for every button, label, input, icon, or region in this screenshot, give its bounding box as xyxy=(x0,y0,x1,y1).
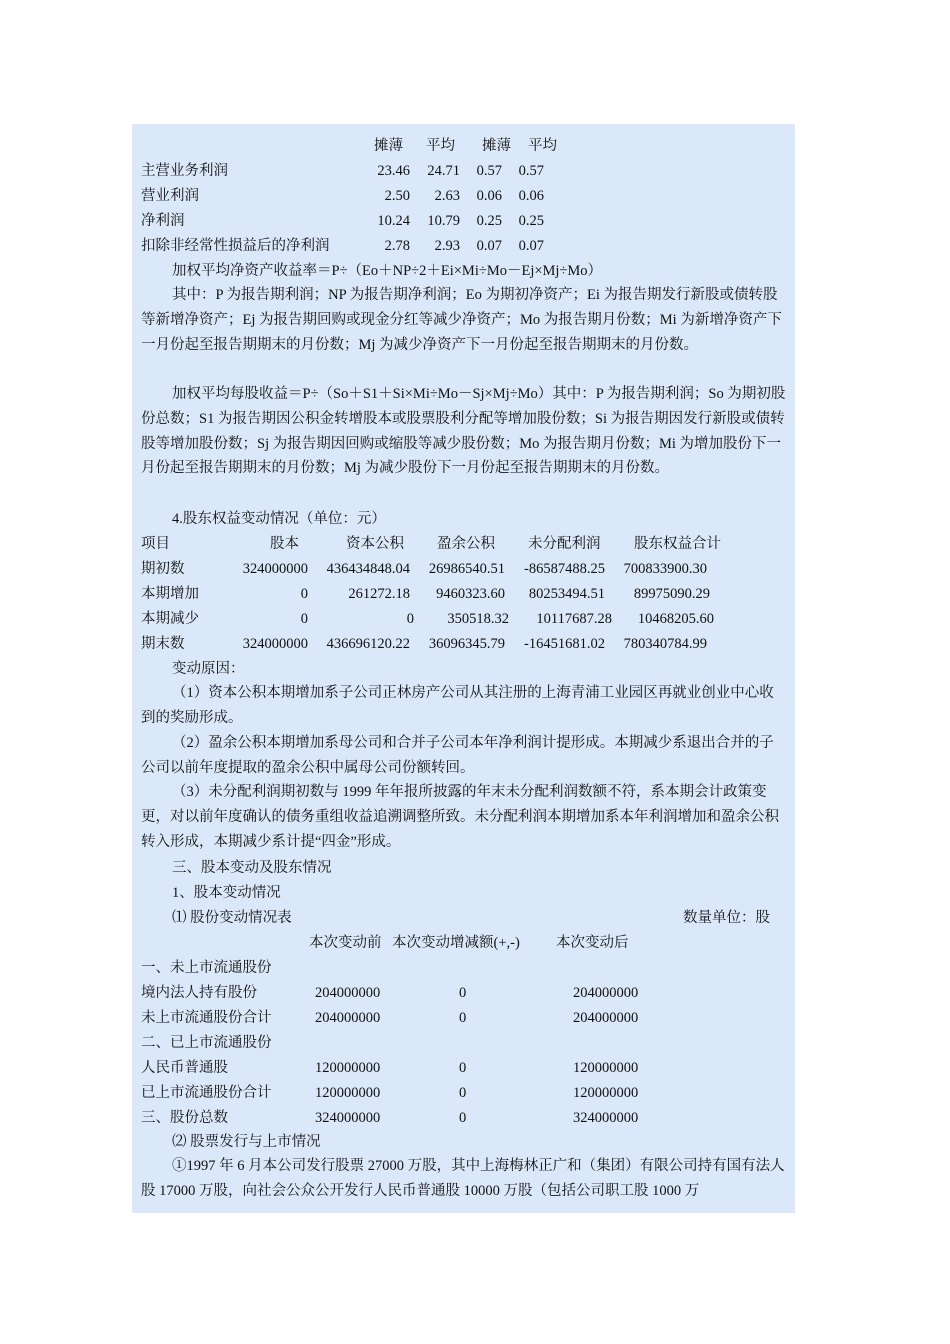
share-header: 本次变动后 xyxy=(556,935,629,951)
equity-cell: 10117687.28 xyxy=(536,611,612,627)
share-row-label: 二、已上市流通股份 xyxy=(141,1035,272,1051)
share-cell: 120000000 xyxy=(315,1085,381,1101)
share-header: 本次变动增减额(+,-) xyxy=(392,935,520,951)
share-cell: 0 xyxy=(459,1060,467,1076)
eps-formula: 加权平均每股收益＝P÷（So＋S1＋Si×Mi÷Mo－Sj×Mj÷Mo）其中：P 为报告期利润；So 为期初股份总数；S1 为报告期因公积金转增股本或股票股利分配等增加股份数；Si 为报告期因发行新股或债转股等增加股份数；Sj 为报告期因回购或缩股等减少股份数；Mo 为报告期月份数；Mi 为增加股份下一月份起至报告期期末的月份数；Mj 为减少股份下一月份起至报告期期末的月份数。 xyxy=(141,386,786,477)
share-cell: 324000000 xyxy=(315,1110,381,1126)
equity-cell: 436696120.22 xyxy=(326,636,410,652)
equity-cell: 324000000 xyxy=(242,636,308,652)
equity-header: 资本公积 xyxy=(346,536,404,552)
eps-cell: 0.06 xyxy=(476,188,502,204)
share-cell: 120000000 xyxy=(573,1085,639,1101)
change-reason-label: 变动原因： xyxy=(172,661,245,677)
equity-header: 未分配利润 xyxy=(528,536,601,552)
eps-cell: 2.78 xyxy=(384,238,410,254)
eps-cell: 10.24 xyxy=(377,213,410,229)
issue-paragraph: ①1997 年 6 月本公司发行股票 27000 万股，其中上海梅林正广和（集团）有限公司持有国有法人股 17000 万股，向社会公众公开发行人民币普通股 10000 万股（包括公司职工股 1000 万 xyxy=(141,1158,785,1199)
eps-header: 摊薄 xyxy=(374,138,403,154)
eps-cell: 0.25 xyxy=(476,213,502,229)
share-cell: 204000000 xyxy=(573,985,639,1001)
equity-row-label: 期初数 xyxy=(141,561,185,577)
eps-row-label: 扣除非经常性损益后的净利润 xyxy=(141,238,330,254)
eps-cell: 0.07 xyxy=(518,238,544,254)
equity-cell: 780340784.99 xyxy=(623,636,707,652)
eps-header: 平均 xyxy=(528,138,557,154)
equity-cell: 89975090.29 xyxy=(633,586,710,602)
equity-cell: 261272.18 xyxy=(348,586,410,602)
eps-cell: 24.71 xyxy=(427,163,460,179)
eps-cell: 23.46 xyxy=(377,163,410,179)
reason-paragraph: （1）资本公积本期增加系子公司正林房产公司从其注册的上海青浦工业园区再就业创业中心收到的奖励形成。 xyxy=(141,685,774,726)
share-row-label: 境内法人持有股份 xyxy=(141,985,257,1001)
equity-cell: -86587488.25 xyxy=(524,561,605,577)
equity-row-label: 本期增加 xyxy=(141,586,199,602)
equity-cell: 350518.32 xyxy=(447,611,509,627)
eps-row-label: 净利润 xyxy=(141,213,185,229)
equity-header: 项目 xyxy=(141,536,170,552)
equity-cell: -16451681.02 xyxy=(524,636,605,652)
eps-cell: 0.25 xyxy=(518,213,544,229)
share-cell: 0 xyxy=(459,1085,467,1101)
eps-header: 摊薄 xyxy=(482,138,511,154)
reason-paragraph: （2）盈余公积本期增加系母公司和合并子公司本年净利润计提形成。本期减少系退出合并的子公司以前年度提取的盈余公积中属母公司份额转回。 xyxy=(141,735,774,776)
equity-cell: 80253494.51 xyxy=(528,586,605,602)
share-cell: 204000000 xyxy=(573,1010,639,1026)
share-cell: 120000000 xyxy=(315,1060,381,1076)
equity-cell: 0 xyxy=(300,611,308,627)
eps-cell: 0.07 xyxy=(476,238,502,254)
equity-header: 股东权益合计 xyxy=(634,536,721,552)
equity-cell: 26986540.51 xyxy=(428,561,505,577)
eps-cell: 10.79 xyxy=(427,213,460,229)
share-row-label: 未上市流通股份合计 xyxy=(141,1010,272,1026)
eps-cell: 2.93 xyxy=(434,238,460,254)
share-row-label: 三、股份总数 xyxy=(141,1110,228,1126)
roe-formula: 加权平均净资产收益率＝P÷（Eo＋NP÷2＋Ei×Mi÷Mo－Ej×Mj÷Mo） xyxy=(172,263,603,279)
section-heading: 三、股本变动及股东情况 xyxy=(172,860,332,876)
reason-paragraph: （3）未分配利润期初数与 1999 年年报所披露的年末未分配利润数额不符，系本期会计政策变更，对以前年度确认的债务重组收益追溯调整所致。未分配利润本期增加系本年利润增加和盈余公积转入形成，本期减少系计提“四金”形成。 xyxy=(141,784,779,850)
share-row-label: 人民币普通股 xyxy=(141,1060,228,1076)
issue-heading: ⑵ 股票发行与上市情况 xyxy=(172,1134,321,1150)
equity-cell: 36096345.79 xyxy=(428,636,505,652)
roe-formula-description: 其中：P 为报告期利润；NP 为报告期净利润；Eo 为期初净资产；Ei 为报告期发行新股或债转股等新增净资产；Ej 为报告期回购或现金分红等减少净资产；Mo 为报告期月份数；Mi 为新增净资产下一月份起至报告期期末的月份数；Mj 为减少净资产下一月份起至报告期期末的月份数。 xyxy=(141,287,782,353)
share-unit: 数量单位：股 xyxy=(683,910,770,926)
equity-cell: 436434848.04 xyxy=(326,561,410,577)
eps-row-label: 主营业务利润 xyxy=(141,163,228,179)
eps-cell: 2.50 xyxy=(384,188,410,204)
subsection-heading: 1、股本变动情况 xyxy=(172,885,281,901)
eps-cell: 0.57 xyxy=(476,163,502,179)
eps-header: 平均 xyxy=(426,138,455,154)
equity-row-label: 期末数 xyxy=(141,636,185,652)
share-cell: 0 xyxy=(459,985,467,1001)
eps-cell: 0.06 xyxy=(518,188,544,204)
eps-cell: 0.57 xyxy=(518,163,544,179)
share-cell: 204000000 xyxy=(315,1010,381,1026)
share-header: 本次变动前 xyxy=(309,935,382,951)
equity-cell: 10468205.60 xyxy=(637,611,714,627)
eps-row-label: 营业利润 xyxy=(141,188,199,204)
share-row-label: 一、未上市流通股份 xyxy=(141,960,272,976)
eps-cell: 2.63 xyxy=(434,188,460,204)
equity-cell: 9460323.60 xyxy=(436,586,505,602)
equity-heading: 4.股东权益变动情况（单位：元） xyxy=(172,511,386,527)
share-cell: 324000000 xyxy=(573,1110,639,1126)
share-row-label: 已上市流通股份合计 xyxy=(141,1085,272,1101)
share-cell: 204000000 xyxy=(315,985,381,1001)
share-cell: 0 xyxy=(459,1010,467,1026)
equity-cell: 0 xyxy=(406,611,414,627)
equity-cell: 324000000 xyxy=(242,561,308,577)
equity-header: 盈余公积 xyxy=(437,536,495,552)
share-table-title: ⑴ 股份变动情况表 xyxy=(172,910,292,926)
equity-cell: 0 xyxy=(300,586,308,602)
equity-row-label: 本期减少 xyxy=(141,611,199,627)
equity-cell: 700833900.30 xyxy=(623,561,707,577)
equity-header: 股本 xyxy=(270,536,299,552)
share-cell: 120000000 xyxy=(573,1060,639,1076)
share-cell: 0 xyxy=(459,1110,467,1126)
